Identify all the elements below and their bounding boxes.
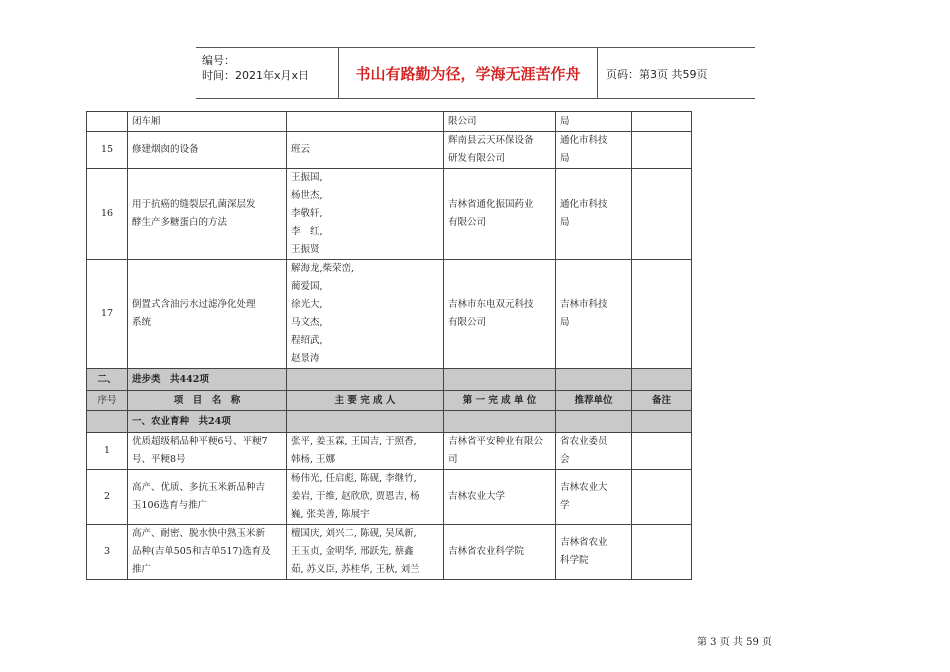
project-name-line: 高产、耐密、脱水快中熟玉米新	[132, 528, 266, 539]
project-name-line: 系统	[132, 317, 152, 328]
note	[632, 470, 692, 525]
col-header-note: 备注	[632, 391, 692, 411]
main-contributors-line: 杨伟光, 任启彪, 陈砚, 李继竹,	[291, 473, 417, 484]
completing-unit	[444, 525, 556, 580]
main-contributors	[287, 260, 444, 369]
completing-unit-line: 限公司	[448, 115, 477, 127]
main-contributors-line: 李敬轩,	[291, 208, 323, 219]
project-name-line: 倒置式含油污水过滤净化处理	[132, 299, 256, 310]
completing-unit-line: 司	[448, 454, 458, 465]
recommending-unit-line: 会	[560, 454, 570, 465]
completing-unit-line: 有限公司	[448, 217, 487, 228]
main-contributors-line: 解海龙,柴荣峦,	[291, 263, 355, 274]
main-contributors-line: 姜岩, 于维, 赵欣欣, 贾恩吉, 杨	[291, 491, 420, 502]
project-name-line: 修建烟囱的设备	[132, 144, 199, 155]
project-name	[128, 470, 287, 525]
col-header-people: 主 要 完 成 人	[287, 391, 444, 411]
completing-unit	[444, 433, 556, 470]
page-header	[196, 47, 755, 99]
recommending-unit-line: 吉林省农业	[560, 537, 608, 548]
main-contributors-line: 蔺爱国,	[291, 281, 323, 292]
main-contributors	[287, 470, 444, 525]
header-motto: 书山有路勤为径，学海无涯苦作舟	[355, 65, 581, 83]
project-name	[128, 260, 287, 369]
project-name-line: 高产、优质、多抗玉米新品种吉	[132, 482, 266, 493]
completing-unit-line: 吉林省农业科学院	[448, 546, 525, 557]
main-contributors-line: 班云	[291, 144, 311, 155]
recommending-unit	[556, 525, 632, 580]
main-contributors-line: 王振贤	[291, 244, 320, 255]
project-name-line: 推广	[132, 564, 152, 575]
recommending-unit	[556, 169, 632, 260]
main-contributors	[287, 169, 444, 260]
main-contributors-line: 茹, 苏义臣, 苏桂华, 王秋, 刘兰	[291, 564, 420, 575]
main-contributors-line: 檀国庆, 刘兴二, 陈砚, 吴凤新,	[291, 528, 417, 539]
recommending-unit-line: 吉林市科技	[560, 299, 608, 310]
main-contributors-line: 程绍武,	[291, 335, 323, 346]
recommending-unit-line: 吉林农业大	[560, 482, 608, 493]
completing-unit-line: 辉南县云天环保设备	[448, 135, 534, 146]
main-contributors-line: 巍, 张美善, 陈展宇	[291, 509, 370, 520]
note	[632, 433, 692, 470]
main-contributors-line: 李 红,	[291, 226, 323, 237]
completing-unit	[444, 260, 556, 369]
header-page-code: 页码：第3页 共59页	[606, 68, 708, 81]
main-contributors	[287, 112, 444, 132]
subsection-row	[87, 411, 692, 433]
completing-unit-line: 吉林省平安种业有限公	[448, 436, 544, 447]
doc-time-label: 时间：2021年x月x日	[202, 69, 310, 82]
col-header-no: 序号	[87, 391, 128, 411]
completing-unit-line: 吉林省通化振国药业	[448, 199, 534, 210]
project-name-line: 品种(吉单505和吉单517)选育及	[132, 546, 271, 557]
table-row	[87, 132, 692, 169]
note	[632, 169, 692, 260]
table-row	[87, 169, 692, 260]
doc-number-label: 编号：	[202, 54, 235, 67]
project-name-line: 用于抗癌的缝裂层孔菌深层发	[132, 199, 256, 210]
row-number: 16	[87, 169, 128, 260]
recommending-unit	[556, 112, 632, 132]
award-table-bottom-rows	[87, 433, 692, 580]
completing-unit-line: 有限公司	[448, 317, 487, 328]
col-header-project: 项 目 名 称	[128, 391, 287, 411]
completing-unit	[444, 470, 556, 525]
completing-unit	[444, 132, 556, 169]
recommending-unit-line: 通化市科技	[560, 199, 608, 210]
project-name	[128, 112, 287, 132]
recommending-unit-line: 局	[560, 217, 570, 228]
main-contributors-line: 马文杰,	[291, 317, 323, 328]
project-name-line: 号、平粳8号	[132, 454, 186, 465]
recommending-unit-line: 学	[560, 500, 570, 511]
main-contributors-line: 赵景涛	[291, 353, 320, 364]
completing-unit-line: 研发有限公司	[448, 153, 506, 164]
note	[632, 260, 692, 369]
main-contributors-line: 杨世杰,	[291, 190, 323, 201]
project-name-line: 酵生产多糖蛋白的方法	[132, 217, 228, 228]
table-row	[87, 433, 692, 470]
col-header-unit: 第 一 完 成 单 位	[444, 391, 556, 411]
main-contributors	[287, 433, 444, 470]
main-contributors-line: 韩杨, 王娜	[291, 454, 336, 465]
note	[632, 525, 692, 580]
section-number: 二、	[87, 369, 128, 391]
recommending-unit-line: 局	[560, 153, 570, 164]
table-row	[87, 260, 692, 369]
page-footer: 第 3 页 共 59 页	[697, 637, 772, 648]
section-row	[87, 369, 692, 391]
header-info-cell	[196, 48, 337, 98]
recommending-unit-line: 省农业委员	[560, 436, 608, 447]
table-row	[87, 470, 692, 525]
recommending-unit	[556, 433, 632, 470]
project-name-line: 优质超级稻品种平粳6号、平粳7	[132, 436, 268, 447]
row-number: 17	[87, 260, 128, 369]
main-contributors	[287, 132, 444, 169]
section-title: 进步类 共442项	[128, 369, 287, 391]
recommending-unit-line: 科学院	[560, 555, 589, 566]
project-name	[128, 132, 287, 169]
main-contributors-line: 张平, 姜玉霖, 王国吉, 于照香,	[291, 436, 417, 447]
recommending-unit	[556, 260, 632, 369]
row-number: 3	[87, 525, 128, 580]
table-row	[87, 112, 692, 132]
recommending-unit-line: 局	[560, 317, 570, 328]
recommending-unit-line: 通化市科技	[560, 135, 608, 146]
header-page-cell	[598, 48, 755, 98]
main-contributors	[287, 525, 444, 580]
main-contributors-line: 徐光大,	[291, 299, 323, 310]
project-name	[128, 433, 287, 470]
award-table-top-rows	[87, 112, 692, 369]
award-table	[86, 111, 692, 580]
completing-unit	[444, 169, 556, 260]
project-name-line: 闭车厢	[132, 115, 161, 127]
row-number	[87, 112, 128, 132]
completing-unit	[444, 112, 556, 132]
note	[632, 112, 692, 132]
table-row	[87, 525, 692, 580]
recommending-unit	[556, 132, 632, 169]
project-name	[128, 525, 287, 580]
recommending-unit-line: 局	[560, 115, 570, 127]
main-contributors-line: 王振国,	[291, 172, 323, 183]
col-header-recommender: 推荐单位	[556, 391, 632, 411]
row-number: 15	[87, 132, 128, 169]
row-number: 1	[87, 433, 128, 470]
main-contributors-line: 王玉贞, 金明华, 邢跃先, 蔡鑫	[291, 546, 414, 557]
recommending-unit	[556, 470, 632, 525]
completing-unit-line: 吉林农业大学	[448, 491, 506, 502]
project-name-line: 玉106选育与推广	[132, 500, 208, 511]
header-motto-cell	[338, 48, 598, 98]
award-table-headings	[87, 369, 692, 433]
subsection-title: 一、农业育种 共24项	[128, 411, 287, 433]
column-header-row	[87, 391, 692, 411]
completing-unit-line: 吉林市东电双元科技	[448, 299, 534, 310]
project-name	[128, 169, 287, 260]
row-number: 2	[87, 470, 128, 525]
note	[632, 132, 692, 169]
